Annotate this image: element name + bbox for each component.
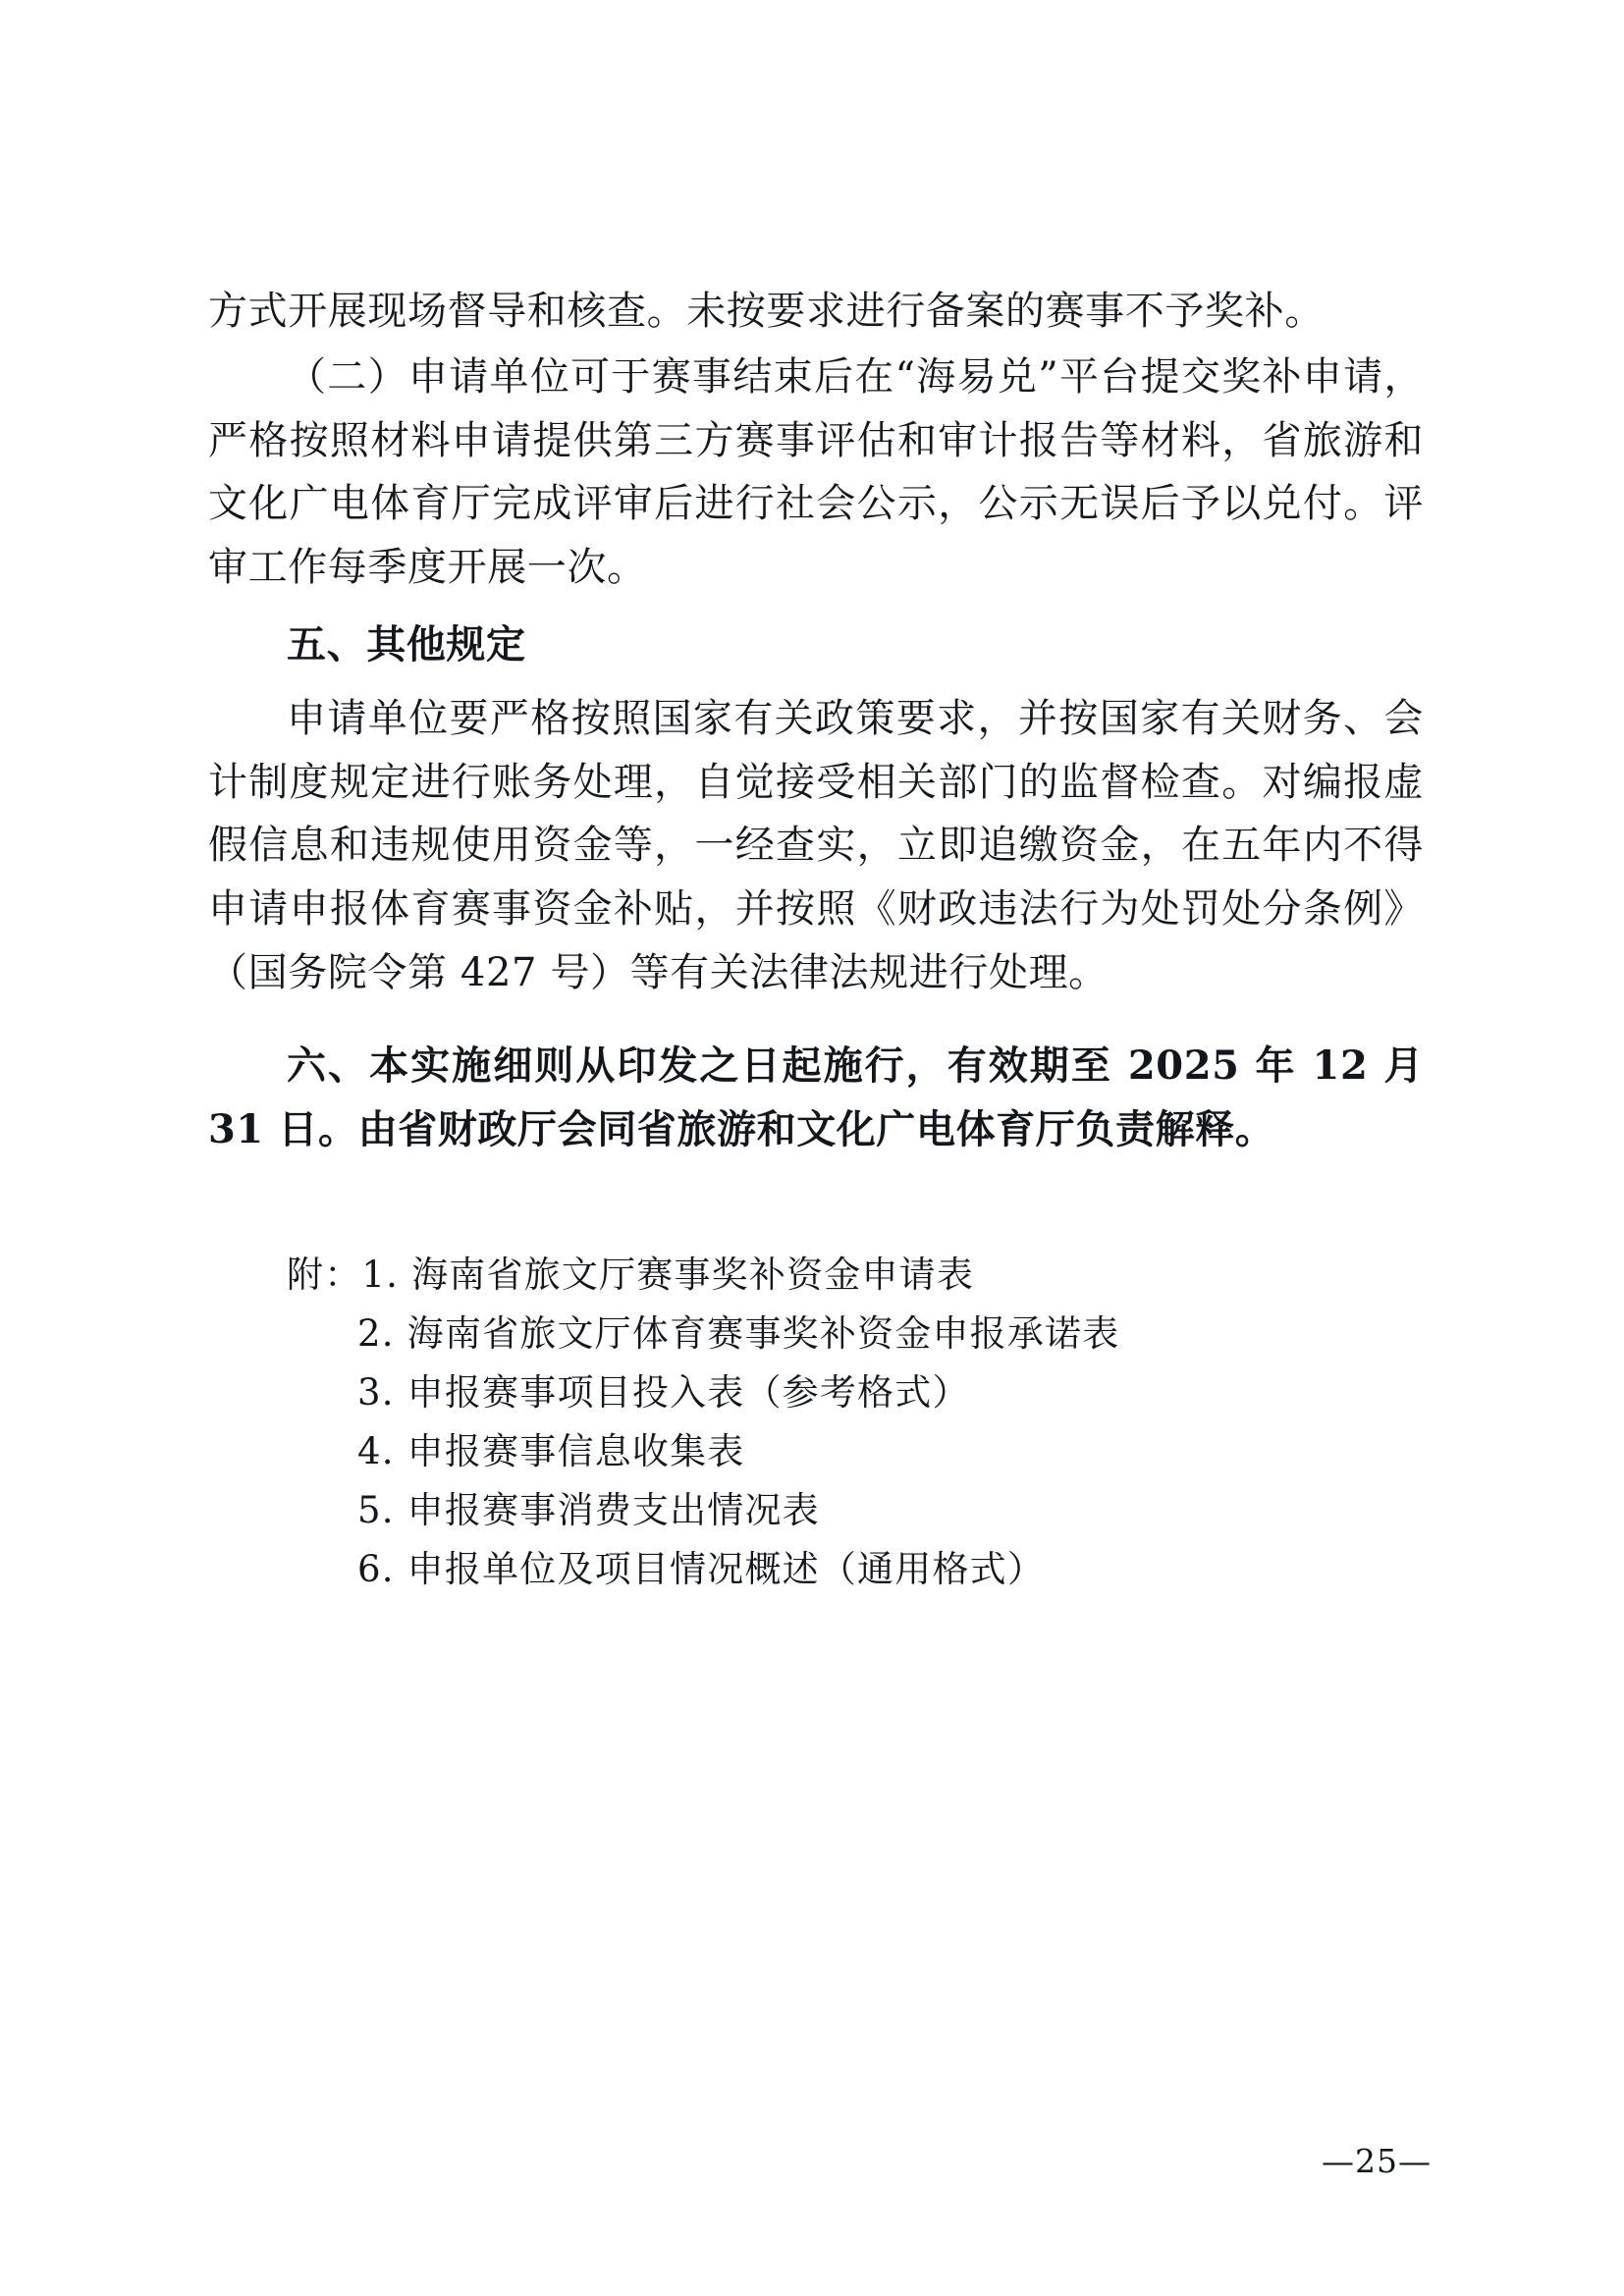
page-number: —25— xyxy=(1322,2142,1432,2180)
attachment-item-3: 3. 申报赛事项目投入表（参考格式） xyxy=(357,1371,970,1415)
section-five-heading: 五、其他规定 xyxy=(287,620,526,667)
attachment-label-1: 1. 海南省旅文厅赛事奖补资金申请表 xyxy=(361,1254,975,1297)
section-six-paragraph: 六、本实施细则从印发之日起施行，有效期至 2025 年 12 月 31 日。由省财政厅会同省旅游和文化广电体育厅负责解释。 xyxy=(208,1041,1424,1152)
attachment-item-1 xyxy=(208,1246,1424,1305)
attachment-item-6: 6. 申报单位及项目情况概述（通用格式） xyxy=(357,1548,1046,1591)
continued-paragraph: 方式开展现场督导和核查。未按要求进行备案的赛事不予奖补。 xyxy=(208,289,1325,334)
attachments-prefix: 附： xyxy=(287,1254,362,1297)
attachment-item-2: 2. 海南省旅文厅体育赛事奖补资金申报承诺表 xyxy=(357,1312,1120,1356)
page-content xyxy=(208,280,1424,1599)
attachments-list xyxy=(208,1246,1424,1599)
paragraph-item-two: （二）申请单位可于赛事结束后在“海易兑”平台提交奖补申请，严格按照材料申请提供第三方赛事评估和审计报告等材料，省旅游和文化广电体育厅完成评审后进行社会公示，公示无误后予以兑付。评审工作每季度开展一次。 xyxy=(208,353,1424,591)
section-five-paragraph: 申请单位要严格按照国家有关政策要求，并按国家有关财务、会计制度规定进行账务处理，自觉接受相关部门的监督检查。对编报虚假信息和违规使用资金等，一经查实，立即追缴资金，在五年内不得申请申报体育赛事资金补贴，并按照《财政违法行为处罚处分条例》（国务院令第 427 号）等有关法律法规进行处理。 xyxy=(208,695,1424,995)
attachment-item-4: 4. 申报赛事信息收集表 xyxy=(357,1430,745,1473)
attachment-item-5: 5. 申报赛事消费支出情况表 xyxy=(357,1489,820,1532)
